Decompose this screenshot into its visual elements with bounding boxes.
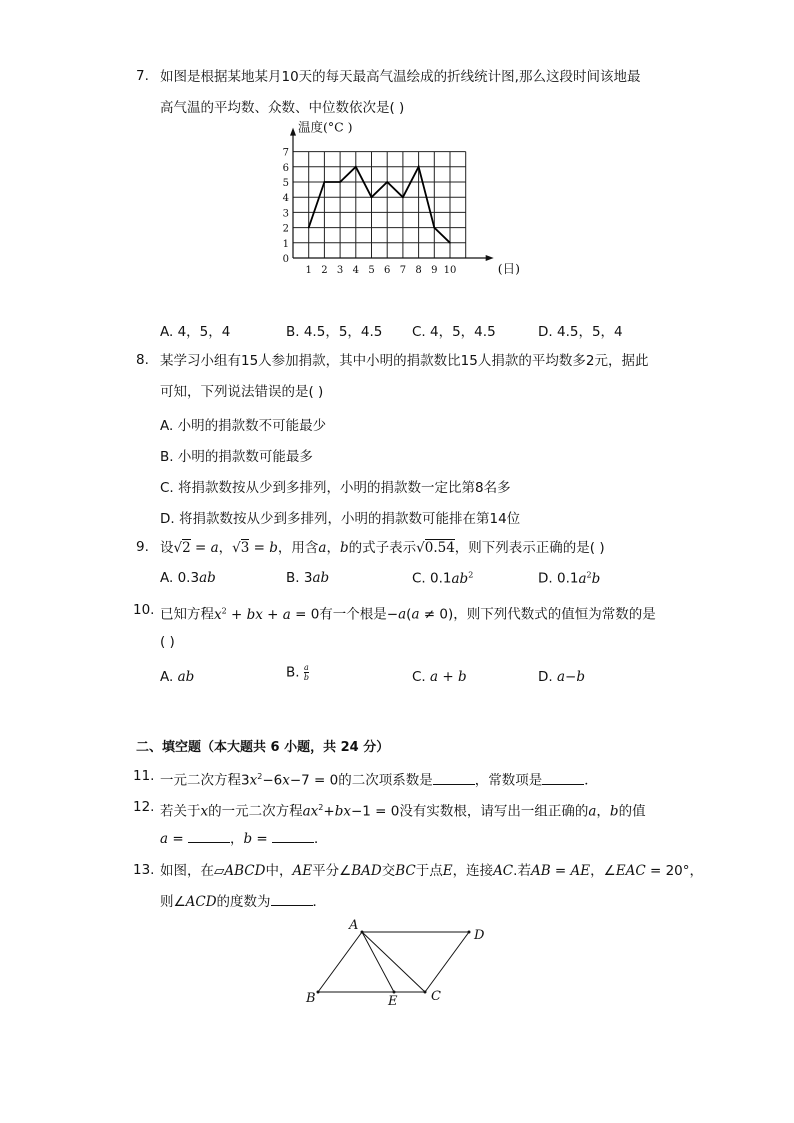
y-tick-label: 2	[282, 223, 289, 235]
q12-blank-a[interactable]	[188, 842, 230, 843]
q7-number: 7.	[136, 68, 149, 84]
q13-text: 中，	[265, 863, 293, 879]
q13-text: 则	[160, 894, 174, 910]
q13-stem: 如图，在▱ABCD中，AE平分∠BAD交BC于点E，连接AC.若AB = AE，∠EAC = 20°，	[160, 863, 704, 879]
q11-stem: 一元二次方程$3x^2-6x-7 = 0$的二次项系数是 ，常数项是 ．	[160, 772, 598, 789]
segment-ac	[362, 932, 425, 992]
data-point	[324, 181, 326, 183]
q10-option-a[interactable]: A. ab	[160, 669, 195, 685]
q10-option-d[interactable]: D. a−b	[538, 669, 585, 685]
q13-text: .若	[513, 863, 531, 879]
data-point	[355, 166, 357, 168]
x-tick-label: 8	[415, 265, 422, 276]
q13-text: 交	[381, 863, 396, 879]
q12-text: 若关于	[160, 803, 201, 820]
q9-option-d[interactable]: D. $0.1a^2b$	[538, 570, 601, 587]
q13-text: ，	[689, 863, 704, 879]
q13-text: 如图，在▱	[160, 863, 225, 879]
q10-option-b[interactable]: B. $\frac{a}{b}$	[286, 663, 309, 682]
q7-text-line2: 高气温的平均数、众数、中位数依次是( )	[160, 100, 405, 116]
y-tick-label: 7	[282, 147, 289, 159]
q9-text: 的式子表示	[348, 540, 417, 556]
x-tick-label: 6	[384, 265, 391, 276]
q12-blank-b[interactable]	[272, 842, 314, 843]
q9-option-c[interactable]: C. $0.1ab^2$	[412, 570, 474, 587]
y-tick-label: 4	[282, 193, 289, 205]
q11-blank-2[interactable]	[542, 784, 584, 785]
point-label-b: B	[306, 991, 316, 1006]
q9-option-label: A. 0.3	[160, 570, 200, 586]
q12-text: ．	[314, 831, 328, 847]
q10-text: ，则下列代数式的值恒为常数的是	[453, 606, 656, 623]
q10-text: 已知方程	[160, 606, 214, 623]
q12-text: ，	[229, 831, 244, 847]
segment-dc	[425, 932, 469, 992]
q13-text: 平分	[312, 863, 340, 879]
q9-text: ，	[218, 540, 233, 556]
q12-number: 12.	[133, 799, 155, 815]
q9-option-b[interactable]: B. 3ab	[286, 570, 330, 586]
data-point	[339, 181, 341, 183]
data-point	[434, 227, 436, 229]
q13-text: ，	[590, 863, 604, 879]
q10-option-label: B.	[286, 664, 300, 681]
q7-option-d[interactable]: D. 4.5，5，4	[538, 324, 623, 340]
q9-option-label: C. 0.1	[412, 570, 452, 587]
q10-number: 10.	[133, 602, 155, 618]
q10-option-label: C.	[412, 669, 426, 685]
y-tick-label: 6	[282, 162, 289, 174]
q9-option-a[interactable]: A. 0.3ab	[160, 570, 216, 586]
data-point	[402, 196, 404, 198]
q9-text: ，	[326, 540, 340, 556]
x-tick-label: 7	[399, 265, 407, 276]
data-point	[418, 166, 420, 168]
q10-stem: 已知方程$x^2$ + bx + a = 0有一个根是−a(a ≠ 0)，则下列代数式的值恒为常数的是	[160, 606, 656, 623]
x-tick-label: 10	[443, 265, 457, 276]
q9-stem: 设√2 = a，√3 = b，用含a，b的式子表示√0.54，则下列表示正确的是( )	[160, 540, 605, 556]
point-label-e: E	[388, 994, 398, 1009]
x-tick-label: 5	[368, 265, 375, 276]
point-label-a: A	[349, 918, 359, 933]
q9-number: 9.	[136, 539, 149, 555]
q13-number: 13.	[133, 862, 155, 878]
y-tick-label: 0	[282, 254, 289, 265]
y-tick-label: 3	[282, 208, 289, 220]
q12-text: ，	[596, 803, 610, 820]
data-point	[308, 227, 310, 229]
segment-ab	[318, 932, 362, 992]
q10-option-c[interactable]: C. a + b	[412, 669, 467, 685]
y-tick-label: 5	[282, 178, 289, 189]
q13-text: ，连接	[452, 863, 494, 879]
q11-text: ，常数项是	[474, 772, 543, 789]
data-point	[386, 181, 388, 183]
q9-text: 设	[160, 540, 174, 556]
q11-blank-1[interactable]	[433, 784, 475, 785]
q12-text: 的值	[618, 803, 646, 820]
q8-option-d[interactable]: D. 将捐款数按从少到多排列，小明的捐款数可能排在第14位	[160, 511, 521, 527]
q11-text: 一元二次方程	[160, 772, 241, 789]
q8-option-c[interactable]: C. 将捐款数按从少到多排列，小明的捐款数一定比第8名多	[160, 480, 511, 496]
q8-text-line2: 可知，下列说法错误的是( )	[160, 384, 324, 400]
data-point	[371, 196, 373, 198]
y-axis-arrow	[290, 128, 296, 136]
x-tick-label: 9	[431, 265, 438, 276]
section-2-title: 二、填空题（本大题共 6 小题，共 24 分）	[136, 740, 390, 755]
q12-text: 的一元二次方程	[208, 803, 303, 820]
q8-text-line1: 某学习小组有15人参加捐款，其中小明的捐款数比15人捐款的平均数多2元，据此	[160, 353, 649, 369]
q10-option-label: A.	[160, 669, 174, 685]
q13-text: 于点	[415, 863, 443, 879]
x-tick-label: 1	[305, 265, 312, 276]
q7-option-c[interactable]: C. 4，5，4.5	[412, 324, 496, 340]
x-tick-label: 2	[321, 265, 328, 276]
q11-text: ．	[584, 772, 598, 789]
x-axis-arrow	[486, 255, 494, 261]
q8-option-a[interactable]: A. 小明的捐款数不可能最少	[160, 418, 327, 434]
point-label-d: D	[474, 928, 485, 943]
data-point	[449, 242, 451, 244]
q13-blank[interactable]	[271, 905, 313, 906]
q10-option-label: D.	[538, 669, 553, 685]
q13-text: 的度数为	[216, 894, 271, 910]
q12-stem: 若关于x的一元二次方程$ax^2+bx-1 = 0$没有实数根，请写出一组正确的a，b的值	[160, 803, 646, 820]
q12-answer-line: a = ，b = ．	[160, 831, 328, 847]
y-axis-label: 温度(°C )	[298, 119, 353, 135]
temperature-series-line	[309, 167, 450, 243]
q13-stem-line2: 则∠ACD的度数为 ．	[160, 894, 327, 910]
q7-option-a[interactable]: A. 4，5，4	[160, 324, 231, 340]
q10-text: 有一个根是	[319, 606, 387, 623]
point-label-c: C	[431, 989, 441, 1004]
q9-text: ，用含	[277, 540, 319, 556]
q7-option-b[interactable]: B. 4.5，5，4.5	[286, 324, 383, 340]
q8-option-b[interactable]: B. 小明的捐款数可能最多	[160, 449, 313, 465]
q12-text: 没有实数根，请写出一组正确的	[399, 803, 589, 820]
y-tick-label: 1	[282, 238, 289, 250]
q8-number: 8.	[136, 352, 149, 368]
q9-option-label: D. 0.1	[538, 570, 579, 587]
segment-ae	[362, 932, 394, 992]
q11-number: 11.	[133, 768, 155, 784]
q7-text-line1: 如图是根据某地某月10天的每天最高气温绘成的折线统计图,那么这段时间该地最	[160, 69, 641, 85]
q9-option-label: B. 3	[286, 570, 313, 586]
x-tick-label: 4	[352, 265, 359, 276]
q11-text: 的二次项系数是	[338, 772, 433, 789]
q13-text: ．	[312, 894, 327, 910]
x-axis-label: (日)	[497, 261, 520, 276]
x-tick-label: 3	[336, 265, 344, 276]
q10-text-line2: ( )	[160, 634, 175, 650]
q9-text: ，则下列表示正确的是( )	[454, 540, 605, 556]
